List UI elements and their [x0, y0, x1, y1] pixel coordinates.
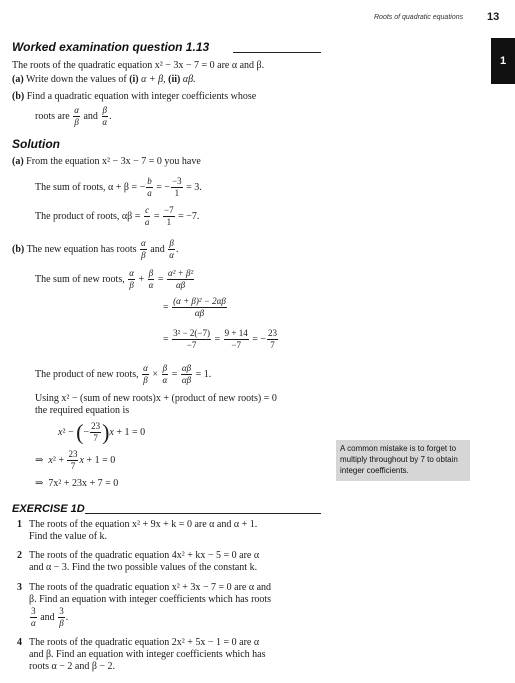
fraction-alpha2-plus-beta2: $\frac{\text{α² + β²}}{\alpha\beta}$: [167, 268, 194, 291]
solution-part-b: (b) The new equation has roots $\frac{\alpha}{\beta}$ and $\frac{\beta}{\alpha}$ .: [12, 238, 179, 261]
and-text: and: [83, 111, 98, 122]
fraction-alpha-over-beta: $\frac{\alpha}{\beta}$: [143, 363, 148, 386]
fraction-9-plus-14: $\frac{9 + 14}{-7}$: [224, 328, 248, 351]
exercise-number: 2: [17, 550, 22, 561]
product-of-roots-line: The product of roots, αβ = $\frac{c}{a}$ = $\frac{-7}{1}$ = −7.: [35, 205, 200, 228]
using-line-1: Using x² − (sum of new roots)x + (product of new roots) = 0: [35, 393, 277, 404]
product-of-roots-label: The product of roots, αβ =: [35, 211, 141, 222]
exercise-3-line-2: β. Find an equation with integer coefficients which has roots: [29, 594, 272, 605]
fraction-beta-over-alpha: $\frac{\beta}{\alpha}$: [162, 363, 168, 386]
final-equation-line: ⇒ 7x² + 23x + 7 = 0: [35, 478, 119, 489]
product-new-roots-label: The product of new roots,: [35, 369, 139, 380]
exercise-number: 3: [17, 582, 22, 593]
fraction-alpha-over-beta: $\frac{\alpha}{\beta}$: [74, 105, 79, 128]
exercise-3-line-3: $\frac{3}{\alpha}$ and $\frac{3}{\beta}$ .: [31, 606, 69, 629]
running-head: Roots of quadratic equations: [374, 14, 464, 21]
part-a-i-label: (i): [129, 74, 139, 85]
part-a-i-expr: α + β,: [141, 74, 166, 85]
from-equation-text: From the equation x² − 3x − 7 = 0 you have: [26, 156, 201, 167]
fraction-minus7-over-1: $\frac{-7}{1}$: [164, 205, 174, 228]
page-number: 13: [487, 11, 500, 23]
heading-rule: [233, 52, 321, 53]
fraction-23-over-7: $\frac{23}{7}$: [267, 328, 277, 351]
using-line-2: the required equation is: [35, 405, 130, 416]
exercise-number: 1: [17, 519, 22, 530]
required-equation-2: ⇒ x² + $\frac{23}{7}$ x + 1 = 0: [35, 449, 116, 472]
part-a-label: (a): [12, 74, 24, 85]
exercise-4-line-3: roots α − 2 and β − 2.: [29, 661, 116, 672]
new-roots-text: The new equation has roots: [26, 244, 137, 255]
exercise-2-line-2: and α − 3. Find the two possible values of the constant k.: [29, 562, 258, 573]
sum-new-roots-line: The sum of new roots, $\frac{\alpha}{\beta}$ + $\frac{\beta}{\alpha}$ = $\frac{\text{α² + β²}}{\alpha\beta}$: [35, 268, 194, 291]
chapter-tab: 1: [491, 38, 515, 84]
fraction-beta-over-alpha: $\frac{\beta}{\alpha}$: [148, 268, 154, 291]
part-b-label: (b): [12, 91, 25, 102]
exercise-4-line-1: The roots of the quadratic equation 2x² + 5x − 1 = 0 are α: [29, 637, 260, 648]
fraction-beta-over-alpha: $\frac{\beta}{\alpha}$: [169, 238, 174, 261]
exercise-rule: [85, 513, 321, 514]
sum-of-roots-label: The sum of roots, α + β =: [35, 182, 138, 193]
exercise-number: 4: [17, 637, 22, 648]
fraction-c-over-a: $\frac{c}{a}$: [144, 205, 150, 228]
fraction-3-over-alpha: $\frac{3}{\alpha}$: [31, 606, 36, 629]
fraction-ab-over-ab: $\frac{\alpha\beta}{\alpha\beta}$: [181, 363, 192, 386]
worked-part-b: [12, 91, 256, 103]
exercise-4-line-2: and β. Find an equation with integer coefficients which has: [29, 649, 266, 660]
roots-are-text: roots are: [35, 111, 70, 122]
part-b-text: Find a quadratic equation with integer coefficients whose: [26, 91, 257, 102]
sum-new-roots-label: The sum of new roots,: [35, 274, 125, 285]
exercise-1-line-1: The roots of the equation x² + 9x + k = 0 are α and α + 1.: [29, 519, 258, 530]
fraction-beta-over-alpha: $\frac{\beta}{\alpha}$: [102, 105, 108, 128]
fraction-minus3-over-1: $\frac{-3}{1}$: [172, 176, 182, 199]
and-text: and: [40, 612, 55, 623]
exercise-3-line-1: The roots of the quadratic equation x² + 3x − 7 = 0 are α and: [29, 582, 272, 593]
sum-of-roots-line: The sum of roots, α + β = − $\frac{b}{a}$ = − $\frac{-3}{1}$ = 3.: [35, 176, 202, 199]
fraction-substituted: $\frac{\text{3² − 2(−7)}}{-7}$: [173, 328, 210, 351]
worked-intro: The roots of the quadratic equation x² − 3x − 7 = 0 are α and β.: [12, 60, 265, 71]
fraction-alpha-over-beta: $\frac{\alpha}{\beta}$: [129, 268, 134, 291]
fraction-23-over-7: $\frac{23}{7}$: [68, 449, 78, 472]
part-a-ii-label: (ii): [168, 74, 181, 85]
fraction-23-over-7: $\frac{23}{7}$: [91, 421, 101, 444]
required-equation-1: x² − (− $\frac{23}{7}$ )x + 1 = 0: [58, 419, 146, 445]
fraction-alpha-over-beta: $\frac{\alpha}{\beta}$: [141, 238, 146, 261]
part-a-text: Write down the values of: [26, 74, 127, 85]
solution-part-a: [12, 156, 201, 168]
product-new-roots-line: The product of new roots, $\frac{\alpha}{\beta}$ × $\frac{\beta}{\alpha}$ = $\frac{\alpha\beta}{\alpha\beta}$ = 1.: [35, 363, 212, 386]
exercise-2-line-1: The roots of the quadratic equation 4x² + kx − 5 = 0 are α: [29, 550, 260, 561]
fraction-3-over-beta: $\frac{3}{\beta}$: [59, 606, 64, 629]
exercise-1-line-2: Find the value of k.: [29, 531, 108, 542]
sum-new-roots-step3: = $\frac{\text{3² − 2(−7)}}{-7}$ = $\frac{9 + 14}{-7}$ = − $\frac{23}{7}$: [163, 328, 277, 351]
solution-a-label: (a): [12, 156, 24, 167]
sum-new-roots-step2: = $\frac{\text{(α + β)² − 2αβ}}{\alpha\beta}$: [163, 296, 226, 319]
solution-b-label: (b): [12, 244, 25, 255]
margin-note: A common mistake is to forget to multiply throughout by 7 to obtain integer coefficients.: [336, 440, 470, 481]
part-a-ii-expr: αβ.: [182, 74, 196, 85]
exercise-heading: EXERCISE 1D: [12, 503, 85, 515]
fraction-b-over-a: $\frac{b}{a}$: [147, 176, 152, 199]
worked-part-a: [12, 74, 196, 86]
worked-part-b-roots: roots are $\frac{\alpha}{\beta}$ and $\frac{\beta}{\alpha}$ .: [35, 105, 112, 128]
solution-heading: Solution: [12, 137, 60, 151]
worked-question-heading: Worked examination question 1.13: [12, 40, 210, 54]
final-equation: 7x² + 23x + 7 = 0: [48, 478, 119, 489]
fraction-identity: $\frac{\text{(α + β)² − 2αβ}}{\alpha\beta}$: [173, 296, 226, 319]
